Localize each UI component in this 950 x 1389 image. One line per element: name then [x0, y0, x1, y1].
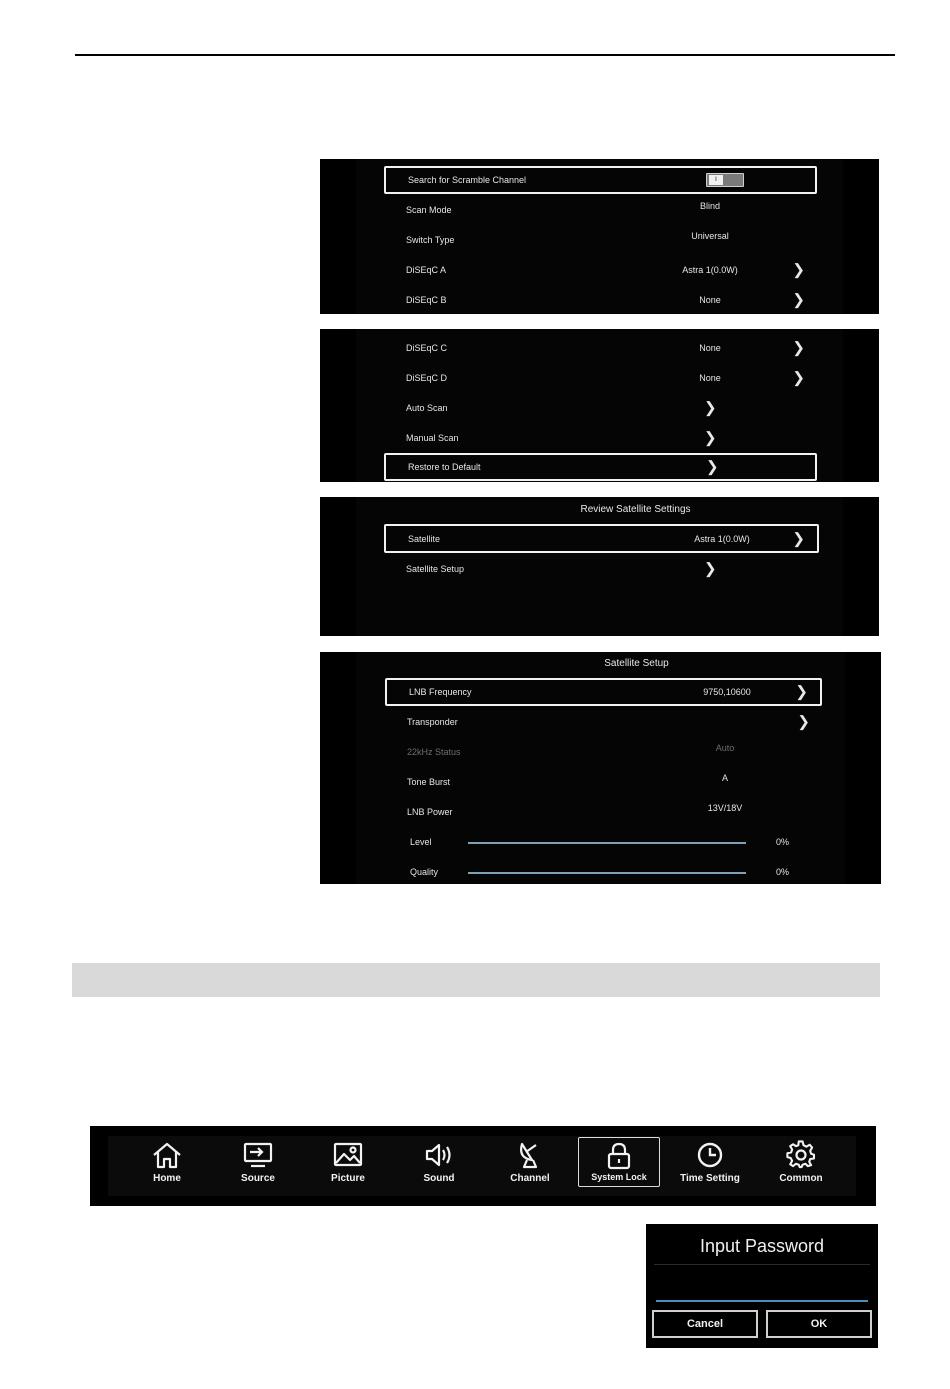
- row-label: Satellite Setup: [406, 564, 465, 574]
- quality-percent: 0%: [776, 867, 790, 877]
- chevron-right-icon: ❯: [704, 429, 717, 447]
- 22khz-status-row: [385, 739, 822, 765]
- search-scramble-row[interactable]: [384, 166, 817, 194]
- quality-bar: [468, 872, 746, 874]
- scan-mode-row[interactable]: [384, 197, 817, 223]
- gear-icon: [785, 1140, 817, 1170]
- chevron-right-icon: ❯: [792, 291, 805, 309]
- menu-label: Source: [241, 1173, 275, 1184]
- row-value: Astra 1(0.0W): [682, 265, 738, 275]
- menu-label: Picture: [331, 1173, 365, 1184]
- satellite-setup-row[interactable]: [384, 556, 817, 582]
- row-label: Quality: [410, 867, 439, 877]
- level-meter-row: [388, 829, 822, 855]
- row-label: DiSEqC B: [406, 295, 447, 305]
- row-label: Scan Mode: [406, 205, 452, 215]
- diseqc-b-row[interactable]: [384, 287, 817, 313]
- row-value: Universal: [691, 231, 729, 241]
- row-label: Tone Burst: [407, 777, 451, 787]
- lnb-frequency-row[interactable]: [385, 678, 822, 706]
- ok-button[interactable]: OK: [766, 1310, 872, 1338]
- panel-title: Review Satellite Settings: [580, 504, 691, 515]
- menu-item-time-setting[interactable]: [670, 1134, 750, 1194]
- satellite-row[interactable]: [384, 524, 819, 553]
- menu-label: Channel: [510, 1173, 550, 1184]
- picture-icon: [332, 1140, 364, 1170]
- menu-label: Time Setting: [680, 1173, 740, 1184]
- chevron-right-icon: ❯: [792, 261, 805, 279]
- satellite-dish-icon: [514, 1140, 546, 1170]
- menu-item-system-lock[interactable]: [578, 1137, 660, 1187]
- tone-burst-row[interactable]: [385, 769, 822, 795]
- row-value: None: [699, 343, 721, 353]
- input-password-dialog: [646, 1224, 878, 1348]
- row-label: 22kHz Status: [407, 747, 461, 757]
- panel-title: Satellite Setup: [604, 658, 669, 669]
- level-percent: 0%: [776, 837, 790, 847]
- diseqc-d-row[interactable]: [384, 365, 817, 391]
- lnb-power-row[interactable]: [385, 799, 822, 825]
- menu-item-picture[interactable]: [308, 1134, 388, 1194]
- row-value: 9750,10600: [703, 687, 751, 697]
- row-label: Manual Scan: [406, 433, 459, 443]
- row-label: Satellite: [408, 533, 441, 544]
- chevron-right-icon: ❯: [797, 713, 810, 731]
- lock-icon: [603, 1141, 635, 1171]
- row-label: DiSEqC D: [406, 373, 448, 383]
- scramble-toggle[interactable]: I: [706, 173, 744, 187]
- row-value: Auto: [715, 743, 735, 753]
- menu-item-sound[interactable]: [399, 1134, 479, 1194]
- header-rule: [75, 54, 895, 56]
- row-label: Switch Type: [406, 235, 455, 245]
- menu-item-source[interactable]: [218, 1134, 298, 1194]
- switch-type-row[interactable]: [384, 227, 817, 253]
- chevron-right-icon: ❯: [706, 458, 719, 476]
- row-label: Auto Scan: [406, 403, 448, 413]
- transponder-row[interactable]: [385, 709, 822, 735]
- menu-label: System Lock: [591, 1172, 647, 1182]
- source-icon: [242, 1140, 274, 1170]
- clock-icon: [694, 1140, 726, 1170]
- row-value: Astra 1(0.0W): [694, 533, 750, 544]
- home-icon: [151, 1140, 183, 1170]
- menu-item-channel[interactable]: [490, 1134, 570, 1194]
- satellite-setup-panel: [320, 652, 881, 884]
- row-value: None: [699, 373, 721, 383]
- password-input[interactable]: [656, 1300, 868, 1302]
- scan-settings-panel-2: [320, 329, 879, 482]
- section-heading-bar: [72, 963, 880, 997]
- chevron-right-icon: ❯: [792, 339, 805, 357]
- dialog-title: Input Password: [699, 1236, 825, 1256]
- row-value: A: [721, 773, 729, 783]
- restore-default-row[interactable]: [384, 453, 817, 481]
- row-label: LNB Frequency: [409, 687, 472, 697]
- review-satellite-panel: [320, 497, 879, 636]
- sound-icon: [423, 1140, 455, 1170]
- menu-item-common[interactable]: [761, 1134, 841, 1194]
- menu-label: Common: [779, 1173, 823, 1184]
- menu-item-home[interactable]: [127, 1134, 207, 1194]
- level-bar: [468, 842, 746, 844]
- diseqc-c-row[interactable]: [384, 335, 817, 361]
- row-label: Restore to Default: [408, 462, 481, 472]
- chevron-right-icon: ❯: [704, 399, 717, 417]
- cancel-button[interactable]: Cancel: [652, 1310, 758, 1338]
- row-label: Search for Scramble Channel: [408, 175, 527, 185]
- menu-label: Home: [153, 1173, 181, 1184]
- manual-scan-row[interactable]: [384, 425, 817, 451]
- chevron-right-icon: ❯: [792, 369, 805, 387]
- chevron-right-icon: ❯: [792, 530, 805, 547]
- row-label: Level: [410, 837, 432, 847]
- row-label: LNB Power: [407, 807, 453, 817]
- row-value: Blind: [699, 201, 721, 211]
- chevron-right-icon: ❯: [704, 560, 717, 578]
- row-label: DiSEqC C: [406, 343, 448, 353]
- auto-scan-row[interactable]: [384, 395, 817, 421]
- row-value: None: [699, 295, 721, 305]
- scan-settings-panel-1: [320, 159, 879, 314]
- diseqc-a-row[interactable]: [384, 257, 817, 283]
- menu-label: Sound: [423, 1173, 455, 1184]
- settings-menu-bar: [90, 1126, 876, 1206]
- row-label: DiSEqC A: [406, 265, 447, 275]
- quality-meter-row: [388, 859, 822, 885]
- row-label: Transponder: [407, 717, 458, 727]
- row-value: 13V/18V: [707, 803, 743, 813]
- chevron-right-icon: ❯: [795, 683, 808, 701]
